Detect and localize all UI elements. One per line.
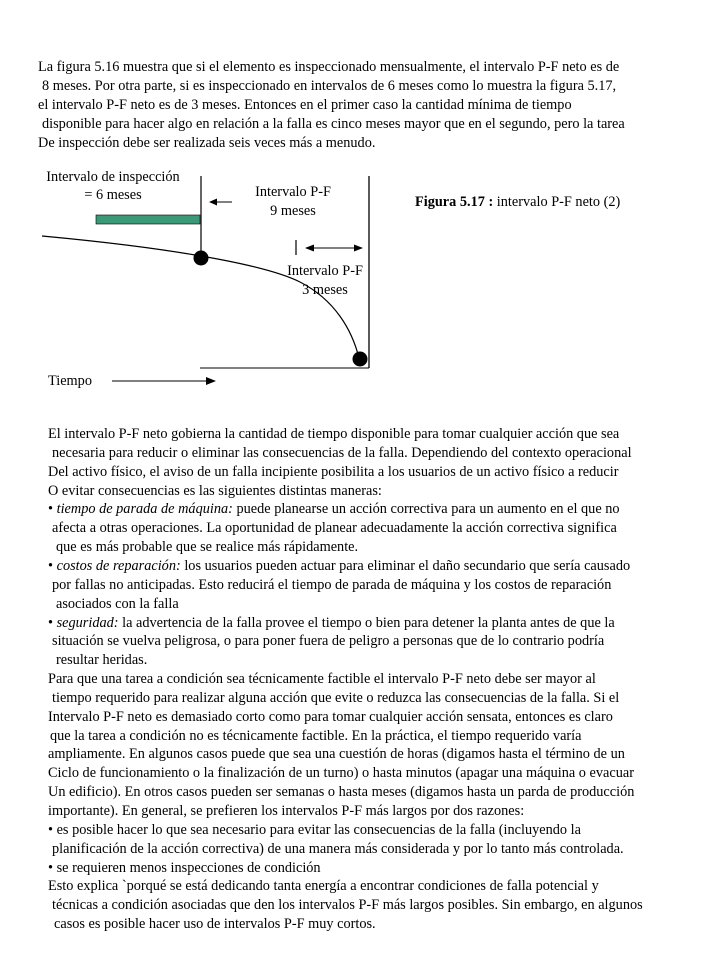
body-line: Ciclo de funcionamiento o la finalización de un turno) o hasta minutos (apagar una máquina o evacuar xyxy=(48,765,634,781)
bullet-text: la advertencia de la falla provee el tiempo o bien para detener la planta antes de que la xyxy=(118,615,615,631)
body-line: importante). En general, se prefieren los intervalos P-F más largos por dos razones: xyxy=(48,803,525,819)
time-label: Tiempo xyxy=(48,373,92,389)
body-line: planificación de la acción correctiva) de una manera más considerada y por lo tanto más controlada. xyxy=(52,841,624,857)
functional-failure-point xyxy=(353,352,368,367)
pf-interval-label-2: Intervalo P-F xyxy=(287,263,363,279)
bullet: • xyxy=(48,615,57,631)
body-line xyxy=(48,557,630,575)
intro-line-5: De inspección debe ser realizada seis veces más a menudo. xyxy=(38,135,376,151)
body-line: Del activo físico, el aviso de un falla incipiente posibilita a los usuarios de un activo físico a reducir xyxy=(48,464,619,480)
figure-caption-text: intervalo P-F neto (2) xyxy=(493,194,621,210)
intro-line-4: disponible para hacer algo en relación a la falla es cinco meses mayor que en el segundo, pero la tarea xyxy=(42,116,625,132)
intro-line-1: La figura 5.16 muestra que si el elemento es inspeccionado mensualmente, el intervalo P-F neto es de xyxy=(38,59,620,75)
bullet: • xyxy=(48,558,57,574)
body-line: afecta a otras operaciones. La oportunidad de planear adecuadamente la acción correctiva significa xyxy=(52,520,617,536)
body-line: Esto explica `porqué se está dedicando tanta energía a encontrar condiciones de falla potencial y xyxy=(48,878,599,894)
body-line: O evitar consecuencias es las siguientes distintas maneras: xyxy=(48,483,382,499)
intro-line-3: el intervalo P-F neto es de 3 meses. Entonces en el primer caso la cantidad mínima de tiempo xyxy=(38,97,572,113)
body-line xyxy=(48,614,615,632)
body-line: asociados con la falla xyxy=(56,596,179,612)
body-line xyxy=(48,500,620,518)
body-line: que la tarea a condición no es técnicamente factible. En la práctica, el tiempo requerido varía xyxy=(50,728,582,744)
bullet-term: seguridad: xyxy=(56,615,119,631)
inspection-interval-bar xyxy=(96,215,200,224)
body-line: El intervalo P-F neto gobierna la cantidad de tiempo disponible para tomar cualquier acción que sea xyxy=(48,426,620,442)
body-line: que es más probable que se realice más rápidamente. xyxy=(56,539,359,555)
bullet-text: puede planearse un acción correctiva para un aumento en el que no xyxy=(232,501,620,517)
body-line: técnicas a condición asociadas que den los intervalos P-F más largos posibles. Sin embargo, en algunos xyxy=(52,897,643,913)
figure-caption xyxy=(415,193,620,211)
pf-interval-label-1: Intervalo P-F xyxy=(255,184,331,200)
body-line: Intervalo P-F neto es demasiado corto como para tomar cualquier acción sensata, entonces es claro xyxy=(48,709,613,725)
body-line: necesaria para reducir o eliminar las consecuencias de la falla. Dependiendo del contexto operacional xyxy=(52,445,632,461)
body-line: ampliamente. En algunos casos puede que sea una cuestión de horas (digamos hasta el término de un xyxy=(48,746,625,762)
body-line: Para que una tarea a condición sea técnicamente factible el intervalo P-F neto debe ser mayor al xyxy=(48,671,596,687)
bullet: • xyxy=(48,501,57,517)
pf-interval-value-2: 3 meses xyxy=(302,282,348,298)
body-line: Un edificio). En otros casos pueden ser semanas o hasta meses (digamos hasta un parda de producción xyxy=(48,784,635,800)
inspection-interval-value: = 6 meses xyxy=(84,187,142,203)
pf-interval-value-1: 9 meses xyxy=(270,203,316,219)
potential-failure-point xyxy=(194,251,209,266)
body-line: situación se vuelva peligrosa, o para poner fuera de peligro a personas que de lo contrario podría xyxy=(52,633,605,649)
body-line: • se requieren menos inspecciones de condición xyxy=(48,860,321,876)
body-line: resultar heridas. xyxy=(56,652,148,668)
bullet-term: tiempo de parada de máquina: xyxy=(56,501,233,517)
bullet-text: los usuarios pueden actuar para eliminar el daño secundario que sería causado xyxy=(180,558,631,574)
body-line: por fallas no anticipadas. Esto reducirá el tiempo de parada de máquina y los costos de reparación xyxy=(52,577,612,593)
figure-caption-number: Figura 5.17 : xyxy=(415,194,494,210)
intro-line-2: 8 meses. Por otra parte, si es inspeccionado en intervalos de 6 meses como lo muestra la figura 5.17, xyxy=(42,78,617,94)
bullet-term: costos de reparación: xyxy=(56,558,181,574)
body-line: • es posible hacer lo que sea necesario para evitar las consecuencias de la falla (incluyendo la xyxy=(48,822,581,838)
inspection-interval-label: Intervalo de inspección xyxy=(46,169,180,185)
body-line: casos es posible hacer uso de intervalos P-F muy cortos. xyxy=(54,916,376,932)
body-line: tiempo requerido para realizar alguna acción que evite o reduzca las consecuencias de la falla. Si el xyxy=(52,690,620,706)
